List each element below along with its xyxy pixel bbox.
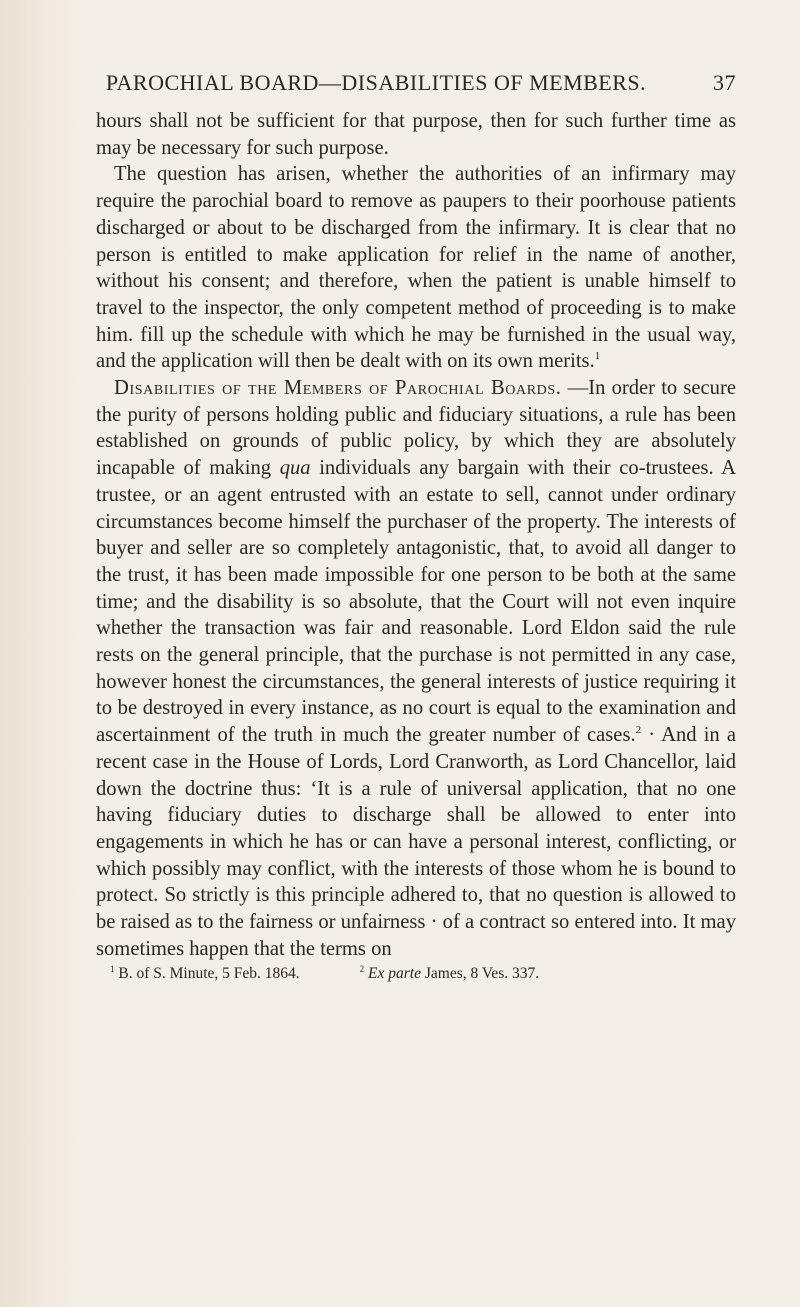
footnotes bbox=[96, 965, 736, 983]
footnote-ref: 1 bbox=[594, 350, 601, 363]
paragraph-text: individuals any bargain with their co-trustees. A trustee, or an agent entrusted with an estate to sell, cannot under ordinary circumstances become himself the purchaser of the property. The interests of buyer and seller are so completely antagonistic, that, to avoid all danger to the trust, it has been made impossible for one person to be both at the same time; and the disability is so absolute, that the Court will not even inquire whether the transaction was fair and reasonable. Lord Eldon said the rule rests on the general principle, that the purchase is not permitted in any case, however honest the circumstances, the general interests of justice requiring it to be destroyed in every instance, as no court is equal to the examination and ascertainment of the truth in much the greater number of cases. bbox=[96, 457, 736, 747]
italic-term: qua bbox=[279, 457, 311, 480]
body-text bbox=[96, 108, 736, 963]
page-number: 37 bbox=[713, 70, 736, 95]
paragraph-infirmary bbox=[96, 161, 736, 375]
paragraph-text: hours shall not be sufficient for that purpose, then for such further time as may be necessary for such purpose. bbox=[96, 110, 736, 159]
footnote-ref: 2 bbox=[635, 724, 642, 737]
page-edge-shadow bbox=[0, 0, 78, 1307]
footnote-text: James, 8 Ves. 337. bbox=[420, 964, 540, 982]
footnote-text: B. of S. Minute, 5 Feb. 1864. bbox=[118, 964, 300, 982]
footnote-mark: 2 bbox=[359, 963, 365, 974]
paragraph-text: · And in a recent case in the House of Lords, Lord Cranworth, as Lord Chancellor, laid down the doctrine thus: ‘It is a rule of universal application, that no one having fiduciary duties to discharge shall be allowed to enter into engagements in which he has or can have a personal interest, conflicting, or which possibly may conflict, with the interests of those whom he is bound to protect. So strictly is this principle adhered to, that no question is allowed to be raised as to the fairness or unfairness · of a contract so entered into. It may sometimes happen that the terms on bbox=[96, 724, 736, 960]
footnote-1 bbox=[110, 965, 300, 983]
footnote-mark: 1 bbox=[110, 963, 115, 974]
paragraph-text: The question has arisen, whether the authorities of an infirmary may require the parochial board to remove as paupers to their poorhouse patients discharged or about to be discharged from the infirmary. It is clear that no person is entitled to make application for relief in the name of another, without his consent; and therefore, when the patient is unable himself to travel to the inspector, the only competent method of proceeding is to make him. fill up the schedule with which he may be furnished in the usual way, and the application will then be dealt with on its own merits. bbox=[96, 163, 736, 373]
running-head-title: PAROCHIAL BOARD—DISABILITIES OF MEMBERS. bbox=[105, 70, 647, 95]
book-page bbox=[96, 70, 736, 983]
running-head bbox=[96, 70, 736, 108]
paragraph-disabilities bbox=[96, 375, 736, 962]
paragraph-text: —In order to secure the purity of persons holding public and fiduciary situations, a rule has been established on grounds of public policy, by which they are absolutely incapable of making bbox=[96, 377, 736, 480]
footnote-italic: Ex parte bbox=[368, 964, 421, 982]
paragraph-continued bbox=[96, 108, 736, 161]
section-heading: Disabilities of the Members of Parochial Boards. bbox=[114, 377, 562, 400]
footnote-2 bbox=[360, 965, 539, 983]
